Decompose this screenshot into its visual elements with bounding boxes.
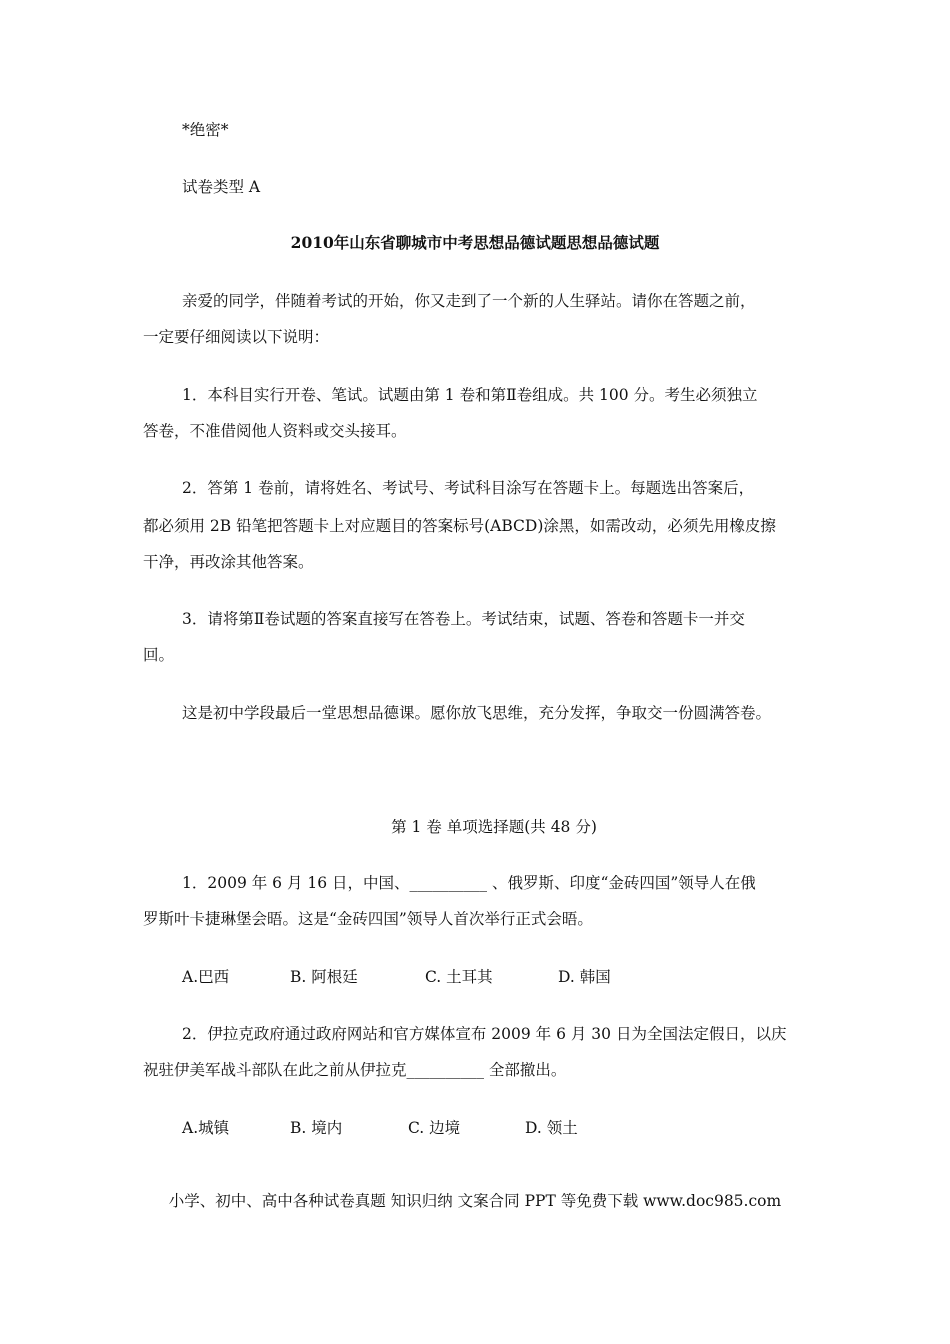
question-2-line-2: 祝驻伊美军战斗部队在此之前从伊拉克__________ 全部撤出。 xyxy=(143,1061,567,1079)
secret-label: *绝密* xyxy=(182,121,229,139)
question-1-line-1: 1．2009 年 6 月 16 日，中国、__________ 、俄罗斯、印度“金砖四国”领导人在俄 xyxy=(182,874,756,892)
intro-line-2: 一定要仔细阅读以下说明： xyxy=(143,328,330,346)
instruction-3-line-2: 回。 xyxy=(143,646,175,664)
instruction-1-line-2: 答卷，不准借阅他人资料或交头接耳。 xyxy=(143,422,407,440)
instruction-1-line-1: 1．本科目实行开卷、笔试。试题由第 1 卷和第Ⅱ卷组成。共 100 分。考生必须独立 xyxy=(182,386,758,404)
instruction-2-line-2: 都必须用 2B 铅笔把答题卡上对应题目的答案标号(ABCD)涂黑，如需改动，必须先用橡皮擦 xyxy=(143,517,776,535)
section-title: 第 1 卷 单项选择题(共 48 分) xyxy=(391,818,597,836)
question-2-option-b: B. 境内 xyxy=(290,1119,343,1137)
intro-line-1: 亲爱的同学，伴随着考试的开始，你又走到了一个新的人生驿站。请你在答题之前， xyxy=(182,292,756,310)
footer-text: 小学、初中、高中各种试卷真题 知识归纳 文案合同 PPT 等免费下载 www.doc985.com xyxy=(168,1192,782,1210)
question-1-option-d: D. 韩国 xyxy=(558,968,611,986)
question-1-option-a: A.巴西 xyxy=(182,968,230,986)
question-1-option-b: B. 阿根廷 xyxy=(290,968,358,986)
instruction-3-line-1: 3．请将第Ⅱ卷试题的答案直接写在答卷上。考试结束，试题、答卷和答题卡一并交 xyxy=(182,610,745,628)
question-2-option-a: A.城镇 xyxy=(182,1119,230,1137)
question-2-line-1: 2．伊拉克政府通过政府网站和官方媒体宣布 2009 年 6 月 30 日为全国法定假日，以庆 xyxy=(182,1025,787,1043)
paper-type-label: 试卷类型 A xyxy=(182,178,261,196)
question-1-option-c: C. 土耳其 xyxy=(425,968,493,986)
instruction-2-line-3: 干净，再改涂其他答案。 xyxy=(143,553,314,571)
question-2-option-d: D. 领土 xyxy=(525,1119,578,1137)
document-title: 2010年山东省聊城市中考思想品德试题思想品德试题 xyxy=(290,233,660,252)
question-2-option-c: C. 边境 xyxy=(408,1119,461,1137)
closing-text: 这是初中学段最后一堂思想品德课。愿你放飞思维，充分发挥，争取交一份圆满答卷。 xyxy=(182,704,772,722)
instruction-2-line-1: 2．答第 1 卷前，请将姓名、考试号、考试科目涂写在答题卡上。每题选出答案后， xyxy=(182,479,755,497)
question-1-line-2: 罗斯叶卡捷琳堡会晤。这是“金砖四国”领导人首次举行正式会晤。 xyxy=(143,910,593,928)
